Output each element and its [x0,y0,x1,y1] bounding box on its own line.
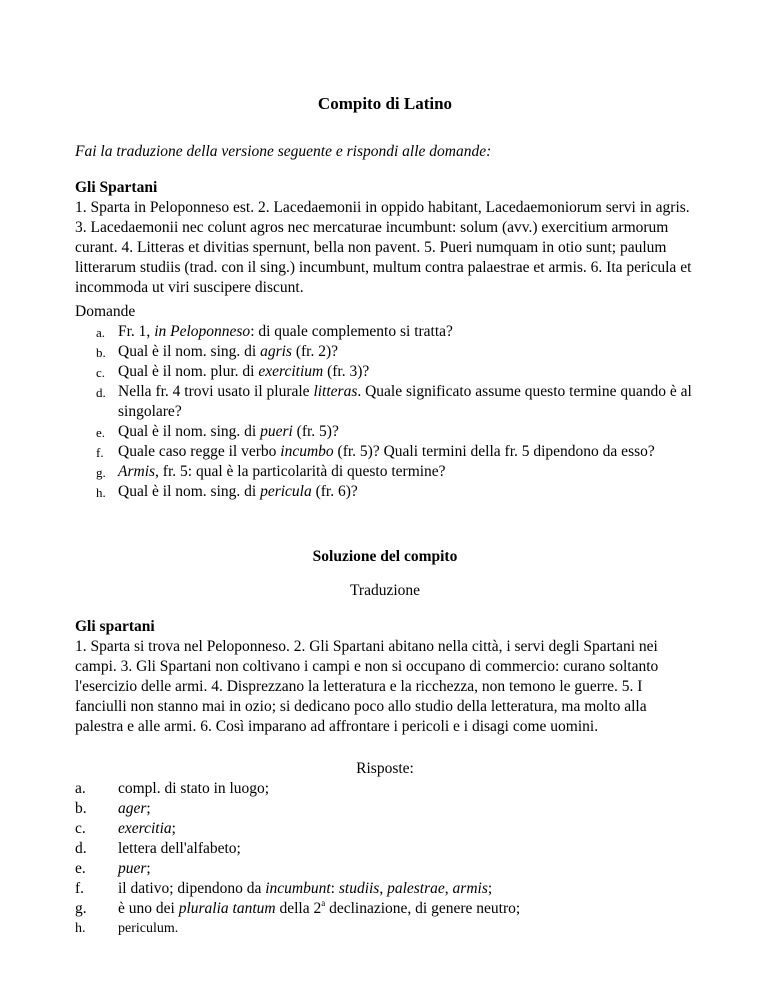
answers-list [75,779,695,939]
question-latin-term: in Peloponneso [154,323,251,340]
answer-latin-term: exercitia [118,820,172,837]
answer-marker: h. [75,921,86,936]
answer-text: lettera dell'alfabeto; [118,840,241,857]
question-text: (fr. 5)? Quali termini della fr. 5 dipendono da esso? [333,443,655,460]
questions-heading: Domande [75,303,136,320]
solution-heading: Soluzione del compito [312,548,458,565]
answer-text: ; [171,820,176,837]
answer-text: declinazione, di genere neutro; [325,900,521,917]
question-item [75,342,695,362]
translation-body: 1. Sparta si trova nel Peloponneso. 2. Gli Spartani abitano nella città, i servi degli Spartani nei campi. 3. Gli Spartani non coltivano i campi e non si occupano di commercio: curano soltanto l'esercizio delle armi. 4. Disprezzano la letteratura e la ricchezza, non temono le guerre. 5. I fanciulli non stanno mai in ozio; si dedicano poco allo studio della letteratura, ma molto alla palestra e alle armi. 6. Così imparano ad affrontare i pericoli e i disagi come uomini. [75,638,659,735]
question-item [75,382,695,422]
question-marker: a. [96,325,106,340]
question-latin-term: Armis [118,463,156,480]
questions-section [75,302,695,502]
question-item [75,442,695,462]
answer-text: della 2 [275,900,322,917]
answers-label: Risposte: [356,760,414,777]
question-text: (fr. 2)? [291,343,338,360]
question-text: Fr. 1, [118,323,155,340]
question-latin-term: incumbo [280,443,334,460]
question-item [75,322,695,342]
question-item [75,362,695,382]
question-text: , fr. 5: qual è la particolarità di questo termine? [155,463,446,480]
question-latin-term: pericula [260,483,312,500]
answer-item [75,839,695,859]
answer-latin-term: pluralia tantum [178,900,276,917]
answer-item [75,819,695,839]
answer-latin-term: palestrae [387,880,445,897]
answer-latin-term: ager [118,800,147,817]
answer-latin-term: studiis [338,880,380,897]
translation-heading: Gli spartani [75,618,155,635]
question-text: (fr. 6)? [311,483,358,500]
translation-label: Traduzione [349,582,421,599]
question-marker: f. [96,445,104,460]
answer-item [75,799,695,819]
answer-marker: d. [75,840,87,857]
answer-text: il dativo; dipendono da [118,880,266,897]
translation-text [75,617,695,737]
answer-text: compl. di stato in luogo; [118,780,270,797]
answer-marker: g. [75,900,87,917]
answer-marker: f. [75,880,85,897]
question-text: Qual è il nom. plur. di [118,363,259,380]
answer-marker: c. [75,820,86,837]
question-text: (fr. 5)? [292,423,339,440]
answer-text: : [330,880,339,897]
question-text: . Quale significato assume questo termine quando è al singolare? [118,383,692,420]
latin-text-body: 1. Sparta in Peloponneso est. 2. Lacedaemonii in oppido habitant, Lacedaemoniorum servi in agris. 3. Lacedaemonii nec colunt agros nec mercaturae incumbunt: solum (avv.) exercitium armorum curant. 4. Litteras et divitias spernunt, bella non pavent. 5. Pueri numquam in otio sunt; paulum litterarum studiis (trad. con il sing.) incumbunt, multum contra palaestrae et armis. 6. Ita pericula et incommoda ut viri suscipere discunt. [75,199,692,296]
question-latin-term: litteras [313,383,358,400]
question-marker: g. [96,465,106,480]
page-title: Compito di Latino [317,94,453,113]
question-latin-term: pueri [260,423,293,440]
answer-text: ; [146,860,151,877]
question-item [75,462,695,482]
question-item [75,482,695,502]
answer-text: , [379,880,388,897]
answer-marker: e. [75,860,86,877]
question-text: Quale caso regge il verbo [118,443,281,460]
answer-text: ; [487,880,493,897]
answer-text: , [444,880,453,897]
answer-text: è uno dei [118,900,179,917]
latin-text [75,178,695,298]
question-marker: c. [96,365,106,380]
question-latin-term: exercitium [258,363,324,380]
answer-item [75,879,695,899]
question-text: Qual è il nom. sing. di [118,483,261,500]
answer-item [75,859,695,879]
answer-item [75,779,695,799]
answer-text: periculum. [118,921,179,936]
answer-marker: b. [75,800,87,817]
question-marker: h. [96,485,106,500]
question-text: Qual è il nom. sing. di [118,343,261,360]
question-marker: b. [96,345,106,360]
answer-item [75,919,695,939]
answer-latin-term: armis [452,880,488,897]
answer-item [75,899,695,919]
question-text: : di quale complemento si tratta? [250,323,453,340]
answer-marker: a. [75,780,86,797]
latin-text-heading: Gli Spartani [75,179,158,196]
question-text: Qual è il nom. sing. di [118,423,261,440]
answer-text: ; [146,800,151,817]
question-latin-term: agris [260,343,292,360]
questions-list [75,322,695,502]
question-marker: e. [96,425,106,440]
instructions: Fai la traduzione della versione seguente e rispondi alle domande: [75,143,492,160]
answer-latin-term: puer [118,860,147,877]
question-marker: d. [96,385,106,400]
superscript: a [321,898,326,908]
answers-section [75,779,695,939]
question-text: (fr. 3)? [323,363,370,380]
question-text: Nella fr. 4 trovi usato il plurale [118,383,314,400]
question-item [75,422,695,442]
answer-latin-term: incumbunt [265,880,331,897]
